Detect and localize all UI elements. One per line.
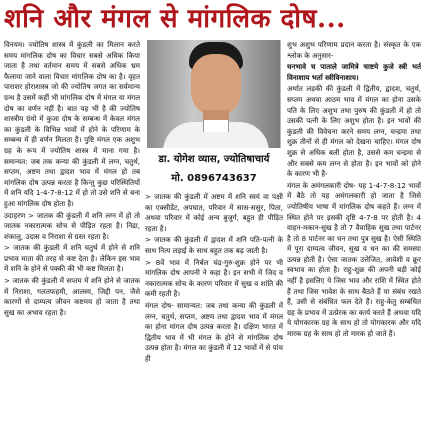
left-column [4,40,140,424]
right-column [287,40,421,424]
paragraph: > जातक की कुंडली में द्वादश में शनि पति-पत्नी के साथ नित्य लड़ाई के साथ बहुत तक बढ़ जाती है। [145,235,283,255]
paragraph: उदाहरण > जातक की कुंडली में शनि लग्न में हो तो जातक नकारात्मक सोच से पीड़ित रहता है। निद्रा, शंकालु, उदास व निराशा से ग्रस्त रहता है। [4,210,140,241]
photo-caption [147,150,281,190]
paragraph: मंगल दोष- सामान्यत: जब तथा कन्या की कुंडली में लग्न, चतुर्थ, सप्तम, अष्टम तथा द्वादश भाव में मंगल का होना मांगल दोष उत्पन्न करता है। दक्षिण भारत में द्वितीय भाव में भी मंगल के होने से मांगलिक दोष उत्पन्न होता है। मंगल का कुंडली में 12 भावों में से पांच ही [145,300,283,363]
author-phone: मो. 0896743637 [171,173,257,184]
paragraph: > जातक की कुंडली में सप्तम में शनि होने से जातक में निराशा, गलतफहमी, आलस्य, जिद्दी पन, जैसे कारणों से दाम्पत्य जीवन कष्टमय हो जाता है तथा सुख का अभाव रहता है। [4,276,140,317]
author-photo [147,40,281,148]
paragraph: > 8वें भाव में निर्बल चंद्र-गुरु-शुक्र होने पर भी मांगलिक दोष आपनी ने कहा है। इन सभी में जिद व नकारात्मक सोच के कारण परिवार में सुख व शांति की कमी रहती है। [145,257,283,299]
middle-column [145,192,283,424]
author-name: डा. योगेश व्यास, ज्योतिषाचार्य [158,154,270,165]
paragraph: > जातक की कुंडली में शनि चतुर्थ में होने से शनि प्रभाव माता की तरह से कष्ट देता है। लेकिन इस भाव में शनि के होने से पक्की की भी कष्ट मिलता है। [4,243,140,274]
paragraph: शुभ अशुभ परिणाम प्रदान करता है। संस्कृत के एक श्लोक के अनुसार- [287,40,421,60]
paragraph: विनयम। ज्योतिष शास्त्र में कुंडली का मिलान करते समय मांगलिक दोष का विचार सबसे अधिक किया जाता है तथा वर्तमान समय में सबसे अधिक भ्रम फैलाया जाने वाला विचार मांगलिक दोष का है। वृहत पाराशर होराशास्त्र जो की ज्योतिष जगत का सर्वमान्य ग्रन्थ है उसमें कहीं भी मांगलिक दोष में मंगल या मंगल दोष का वर्णन नहीं है। बात यह भी है की ज्योतिष शास्त्रीय ग्रंथो में कुजा दोष के सम्बन्ध में केवल मंगल का कुंडली के विभिन्न भावों में होने के परिणाम के सम्बन्ध में ही वर्णन मिलता है। पुष्टि मंगल एक अशुभ ग्रह के रूप में ज्योतिष शास्त्र में माना गया है। समान्यत: जब तक कन्या की कुंडली में लग्न, चतुर्थ, सप्तम, अष्टम तथा द्वादश भाव में मंगल हो तब मांगलिक दोष उत्पन्न करता है किन्तु कुछ परिस्थितियों में शनि यदि 1-4-7-8-12 में हो तो उसे शनि से बना हुआ मांगलिक दोष होता है। [4,40,140,208]
paragraph: अर्थात लड़की की कुंडली में द्वितीय, द्वादश, चतुर्थ, सप्तम अथवा आठम भाव में मंगल का होना उसके पति के लिए अशुभ तथा पुरुष की कुंडली में हो तो उसकी पत्नी के लिए अशुभ होता है। इन भावों की कुंडली की विवेचना करने समय लग्न, चन्द्रमा तथा शुक्र तीनों से ही मंगल को देखना चाहिए। मंगल दोष शुक्र से अधिक बली होता है, उससे कम चन्द्रमा से और सबसे कम लग्न से होता है। इन भावों को होने के कारण भी है- [287,84,421,179]
headline: शनि और मंगल से मांगलिक दोष... [4,4,346,34]
paragraph: मंगल के अमंगलकारी दोष- यह 1-4-7-8-12 भावों में बैठे तो यह अमंगलकारी हो जाता है जिसे ज्योतिषीय भाषा में मांगलिक दोष कहते हैं। लग्न में स्थित होने पर इसकी दृष्टि 4-7-8 पर होती है। 4 वाहन-मकान-सुख है तो 7 वैवाहिक सुख तथा पार्टनर है तो 8 पार्टनर का धन तथा पुत्र सुख है। ऐसी स्थिति में पूरा दाम्पत्य जीवन, सुख व धन का की समस्या उत्पन्न होती है। ऐसा जातक उत्तेजित, आवेशी व क्रूर स्वभाव का होता है। राहु-शुक्र की अपनी बड़ी कोई नहीं है इसलिए ये जिस भाव और राशि में स्थित होते हैं तथा जिस भावेश के साथ बैठते हैं या संबंध रखते हैं, उसी से संबंधित फल देते हैं। राहु-केतु सम्बंधित ग्रह के प्रभाव में उत्प्रेरक का कार्य करते हैं अथवा यदि ये योगकारक ग्रह के साथ हो तो योगकारक और यदि मारक ग्रह के साथ हो तो मारक हो जाते हैं। [287,180,421,339]
shloka: धनभावे च पाताले जामित्रे चाष्टमे कुजे स्त्री भर्त विनाशाय भर्ता स्त्रीविनाशाय। [287,62,421,82]
paragraph: > जातक की कुंडली में अष्टम में शनि स्वयं वा पक्षी का एक्सीडेंट, अपघात, परिवार में सास-ससुर, पिता, अथवा परिवार में कोई अन्य बुजुर्ग, बहुत ही पीड़ित रहता है। [145,192,283,233]
